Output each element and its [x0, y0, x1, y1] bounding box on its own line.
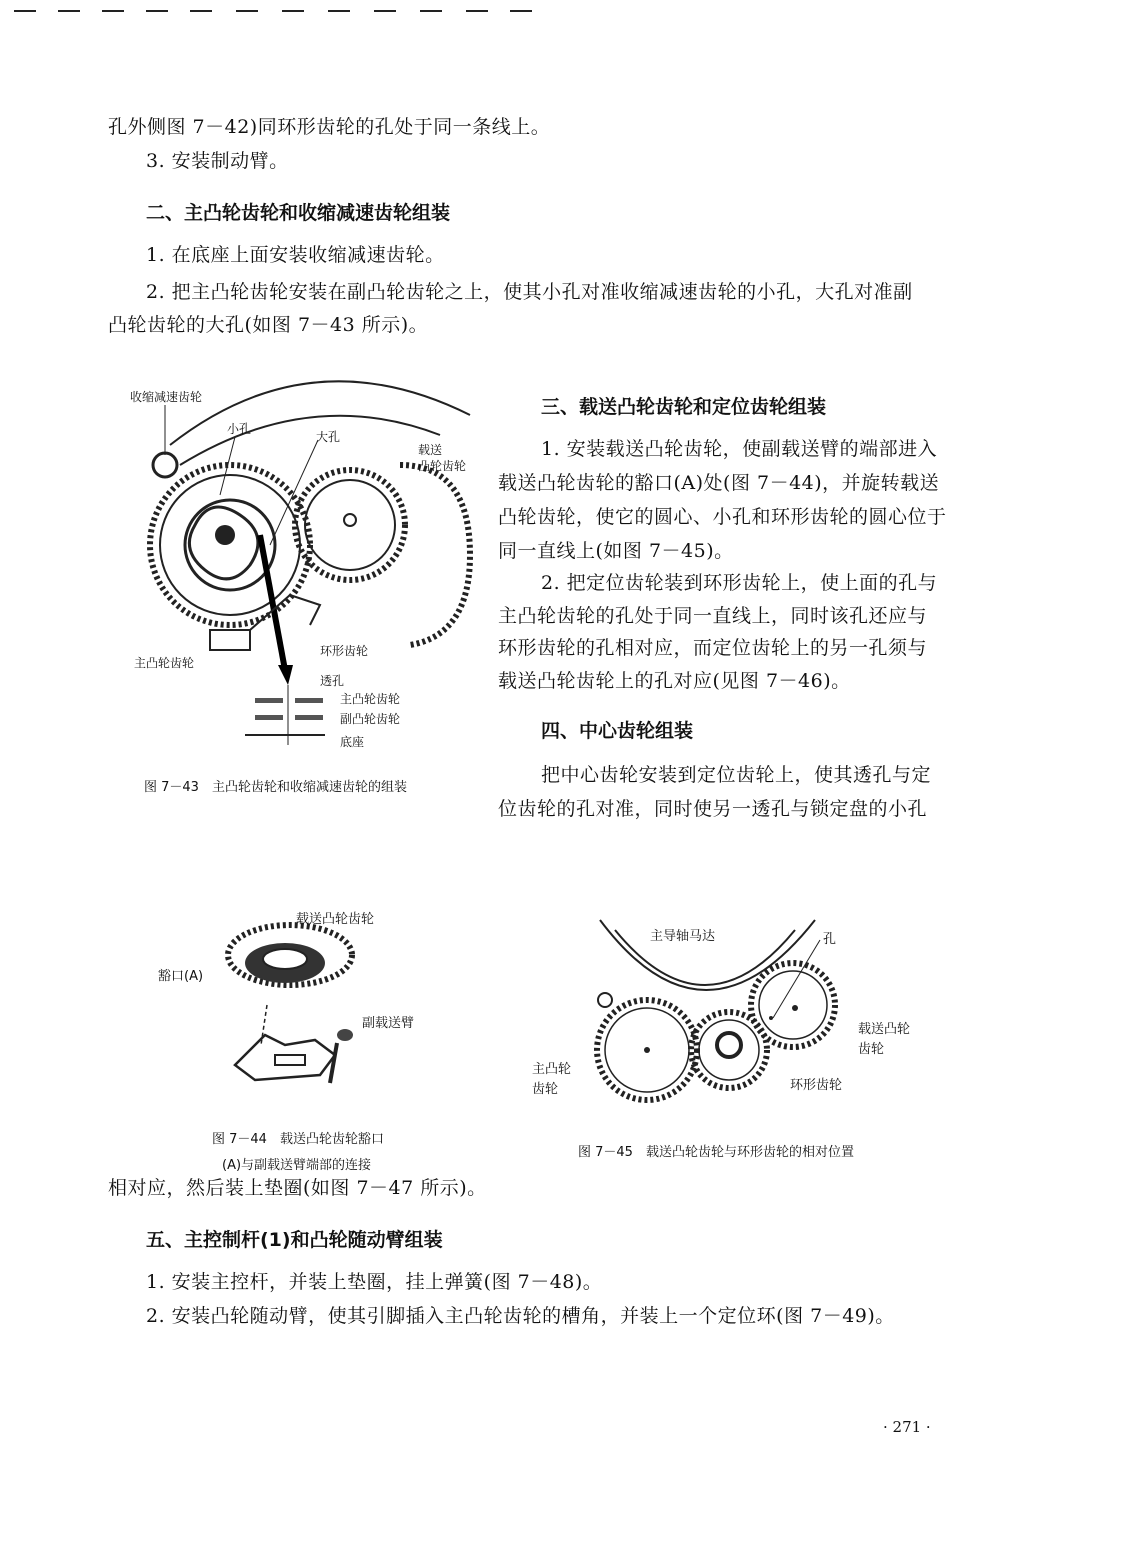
paragraph-line: 位齿轮的孔对准，同时使另一透孔与锁定盘的小孔	[498, 798, 928, 820]
text-line: 孔外侧图 7－42)同环形齿轮的孔处于同一条线上。	[108, 116, 551, 138]
figure-caption: 图 7－44 载送凸轮齿轮豁口	[212, 1132, 384, 1147]
label-ring-gear: 环形齿轮	[320, 644, 369, 658]
label-motor: 主导轴马达	[650, 929, 716, 944]
label-carry-gear: 载送凸轮 齿轮	[858, 1022, 911, 1057]
step-text: 2. 把主凸轮齿轮安装在副凸轮齿轮之上，使其小孔对准收缩减速齿轮的小孔，大孔对准副	[146, 281, 913, 303]
label-main-cam: 主凸轮齿轮	[134, 656, 195, 670]
paragraph-line: 环形齿轮的孔相对应，而定位齿轮上的另一孔须与	[498, 637, 928, 659]
label-carry-gear: 载送 凸轮齿轮	[418, 443, 467, 473]
paragraph-line: 2. 把定位齿轮装到环形齿轮上，使上面的孔与	[541, 572, 938, 594]
step-text: 3. 安装制动臂。	[146, 150, 289, 172]
label-shrink-gear: 收缩减速齿轮	[130, 390, 203, 404]
carry-gear-notch-diagram	[225, 915, 375, 1105]
paragraph-line: 1. 安装载送凸轮齿轮，使副载送臂的端部进入	[541, 438, 938, 460]
label-layer-main: 主凸轮齿轮	[340, 692, 401, 706]
label-big-hole: 大孔	[316, 430, 341, 444]
section-heading: 二、主凸轮齿轮和收缩减速齿轮组装	[146, 202, 451, 224]
step-text: 凸轮齿轮的大孔(如图 7－43 所示)。	[108, 314, 429, 336]
section-heading: 三、载送凸轮齿轮和定位齿轮组装	[541, 396, 827, 418]
label-hole: 孔	[823, 932, 837, 947]
section-heading: 四、中心齿轮组装	[541, 720, 694, 742]
label-carry-gear: 载送凸轮齿轮	[296, 912, 375, 927]
figure-caption-line2: (A)与副载送臂端部的连接	[222, 1158, 372, 1173]
label-through-hole: 透孔	[320, 674, 345, 688]
label-notch: 豁口(A)	[158, 969, 204, 984]
paragraph-line: 相对应，然后装上垫圈(如图 7－47 所示)。	[108, 1177, 487, 1199]
figure-caption: 图 7－45 载送凸轮齿轮与环形齿轮的相对位置	[578, 1145, 854, 1160]
figure-caption: 图 7－43 主凸轮齿轮和收缩减速齿轮的组装	[144, 780, 407, 795]
gear-assembly-diagram	[110, 375, 480, 755]
gear-position-diagram	[585, 910, 905, 1110]
section-heading: 五、主控制杆(1)和凸轮随动臂组装	[146, 1229, 443, 1251]
paragraph-line: 载送凸轮齿轮的豁口(A)处(图 7－44)，并旋转载送	[498, 472, 940, 494]
paragraph-line: 载送凸轮齿轮上的孔对应(见图 7－46)。	[498, 670, 851, 692]
page-number: · 271 ·	[883, 1418, 931, 1436]
label-ring-gear: 环形齿轮	[790, 1078, 843, 1093]
paragraph-line: 把中心齿轮安装到定位齿轮上，使其透孔与定	[541, 764, 932, 786]
step-text: 1. 在底座上面安装收缩减速齿轮。	[146, 244, 445, 266]
label-small-hole: 小孔	[227, 422, 252, 436]
step-text: 2. 安装凸轮随动臂，使其引脚插入主凸轮齿轮的槽角，并装上一个定位环(图 7－49)。	[146, 1305, 895, 1327]
label-main-cam: 主凸轮 齿轮	[532, 1062, 572, 1097]
paragraph-line: 主凸轮齿轮的孔处于同一直线上，同时该孔还应与	[498, 605, 928, 627]
label-arm: 副载送臂	[362, 1016, 415, 1031]
step-text: 1. 安装主控杆，并装上垫圈，挂上弹簧(图 7－48)。	[146, 1271, 603, 1293]
paragraph-line: 同一直线上(如图 7－45)。	[498, 540, 734, 562]
label-layer-sub: 副凸轮齿轮	[340, 712, 401, 726]
paragraph-line: 凸轮齿轮，使它的圆心、小孔和环形齿轮的圆心位于	[498, 506, 947, 528]
label-layer-base: 底座	[340, 735, 365, 749]
